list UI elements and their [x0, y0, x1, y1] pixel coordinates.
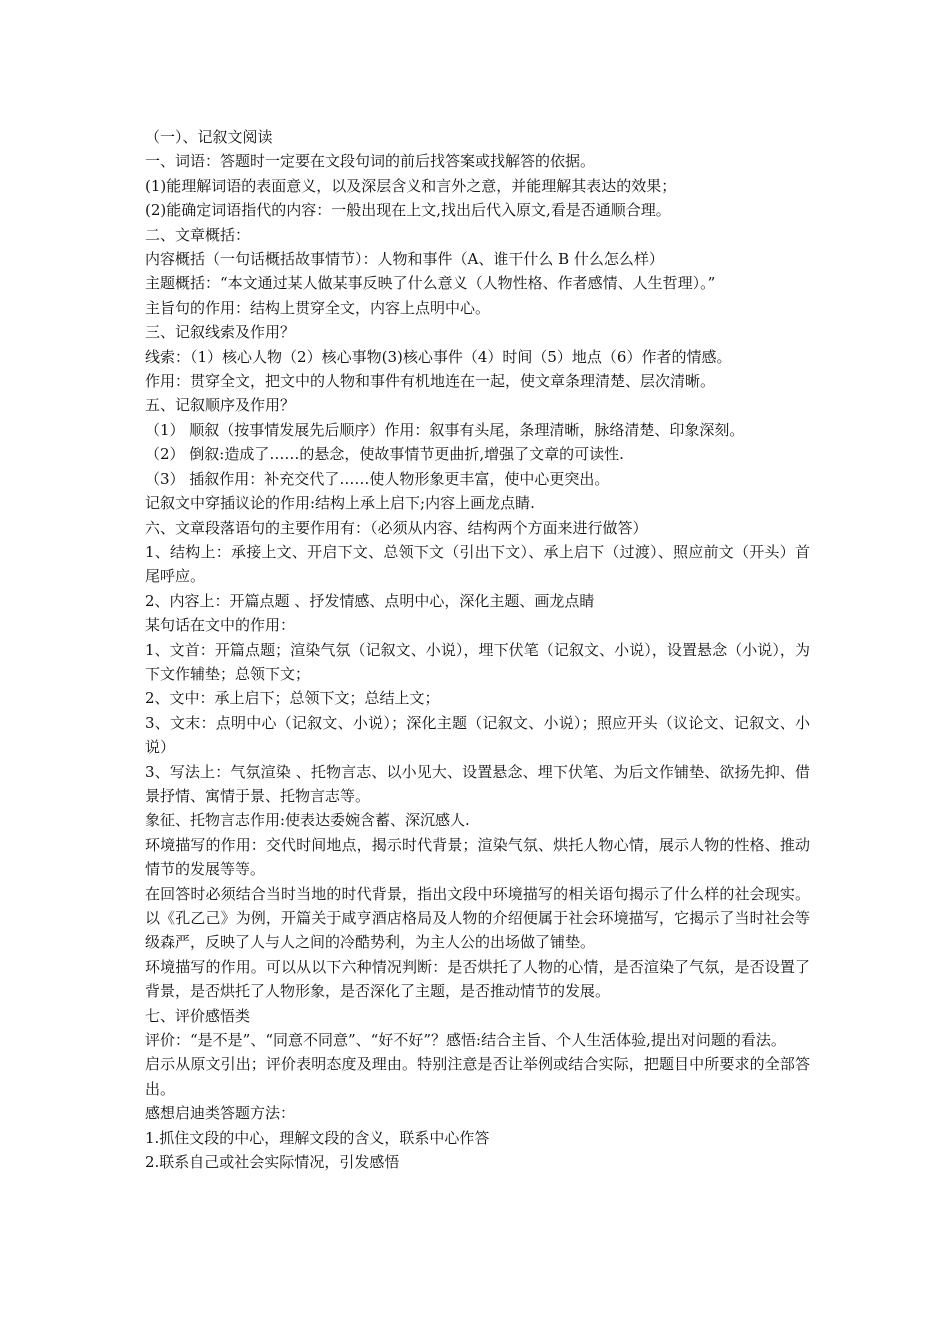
paragraph: 作用：贯穿全文，把文中的人物和事件有机地连在一起，使文章条理清楚、层次清晰。 [145, 372, 716, 391]
paragraph: 某句话在文中的作用： [145, 616, 296, 635]
paragraph: 内容概括（一句话概括故事情节）：人物和事件（A、谁干什么 B 什么怎么样） [145, 250, 664, 269]
paragraph: （1） 顺叙（按事情发展先后顺序）作用：叙事有头尾，条理清晰，脉络清楚、印象深刻。 [145, 420, 745, 439]
paragraph: 1、结构上：承接上文、开启下文、总领下文（引出下文）、承上启下（过渡）、照应前文（开头）首尾呼应。 [145, 542, 810, 586]
paragraph: 感想启迪类答题方法： [145, 1104, 296, 1123]
paragraph: 3、写法上：气氛渲染 、托物言志、以小见大、设置悬念、埋下伏笔、为后文作铺垫、欲扬先抑、借景抒情、寓情于景、托物言志等。 [145, 762, 810, 805]
heading-function: 六、文章段落语句的主要作用有：（必须从内容、结构两个方面来进行做答） [145, 518, 648, 537]
paragraph: 评价：“是不是”、“同意不同意”、“好不好”？感悟:结合主旨、个人生活体验,提出对问题的看法。 [145, 1031, 786, 1050]
paragraph: （3） 插叙作用：补充交代了……使人物形象更丰富，使中心更突出。 [145, 469, 610, 488]
paragraph: 1、文首：开篇点题；渲染气氛（记叙文、小说），埋下伏笔（记叙文、小说），设置悬念（小说），为下文作辅垫；总领下文； [145, 640, 810, 683]
heading-order: 五、记叙顺序及作用？ [145, 396, 296, 415]
paragraph: 主旨句的作用：结构上贯穿全文，内容上点明中心。 [145, 298, 491, 317]
paragraph: 环境描写的作用：交代时间地点，揭示时代背景；渲染气氛、烘托人物心情，展示人物的性格、推动情节的发展等等。 [145, 835, 810, 879]
paragraph: 1.抓住文段的中心，理解文段的含义，联系中心作答 [145, 1128, 490, 1147]
paragraph: 启示从原文引出；评价表明态度及理由。特别注意是否让举例或结合实际，把题目中所要求的全部答出。 [145, 1055, 810, 1098]
paragraph: 环境描写的作用。可以从以下六种情况判断：是否烘托了人物的心情，是否渲染了气氛，是否设置了背景，是否烘托了人物形象，是否深化了主题，是否推动情节的发展。 [145, 957, 810, 1001]
paragraph: 记叙文中穿插议论的作用:结构上承上启下;内容上画龙点睛. [145, 494, 535, 513]
paragraph: (2)能确定词语指代的内容：一般出现在上文,找出后代入原文,看是否通顺合理。 [145, 201, 671, 220]
heading-words: 一、词语：答题时一定要在文段句词的前后找答案或找解答的依据。 [145, 152, 596, 171]
paragraph: 2.联系自己或社会实际情况，引发感悟 [145, 1153, 400, 1172]
heading-evaluation: 七、评价感悟类 [145, 1006, 251, 1025]
paragraph: (1)能理解词语的表面意义，以及深层含义和言外之意，并能理解其表达的效果； [145, 176, 677, 195]
paragraph: 象征、托物言志作用:使表达委婉含蓄、深沉感人. [145, 811, 470, 830]
heading-summary: 二、文章概括： [145, 225, 251, 244]
section-title: （一）、记叙文阅读 [145, 128, 273, 146]
paragraph: 线索：（1）核心人物（2）核心事物(3)核心事件（4）时间（5）地点（6）作者的情感。 [145, 347, 732, 366]
paragraph: 在回答时必须结合当时当地的时代背景，指出文段中环境描写的相关语句揭示了什么样的社会现实。以《孔乙己》为例，开篇关于咸亨酒店格局及人物的介绍便属于社会环境描写，它揭示了当时社会等级森严，反映了人与人之间的冷酷势利，为主人公的出场做了铺垫。 [145, 884, 810, 952]
paragraph: 2、内容上：开篇点题 、抒发情感、点明中心，深化主题、画龙点睛 [145, 591, 595, 610]
paragraph: 3、文末：点明中心（记叙文、小说）；深化主题（记叙文、小说）；照应开头（议论文、记叙文、小说） [145, 713, 810, 757]
paragraph: 2、文中：承上启下；总领下文；总结上文； [145, 689, 440, 708]
paragraph: 主题概括：“本文通过某人做某事反映了什么意义（人物性格、作者感情、人生哲理）。” [145, 274, 716, 293]
paragraph: （2） 倒叙:造成了……的悬念，使故事情节更曲折,增强了文章的可读性. [145, 445, 624, 464]
heading-clues: 三、记叙线索及作用？ [145, 323, 296, 342]
document-body [145, 125, 810, 1174]
